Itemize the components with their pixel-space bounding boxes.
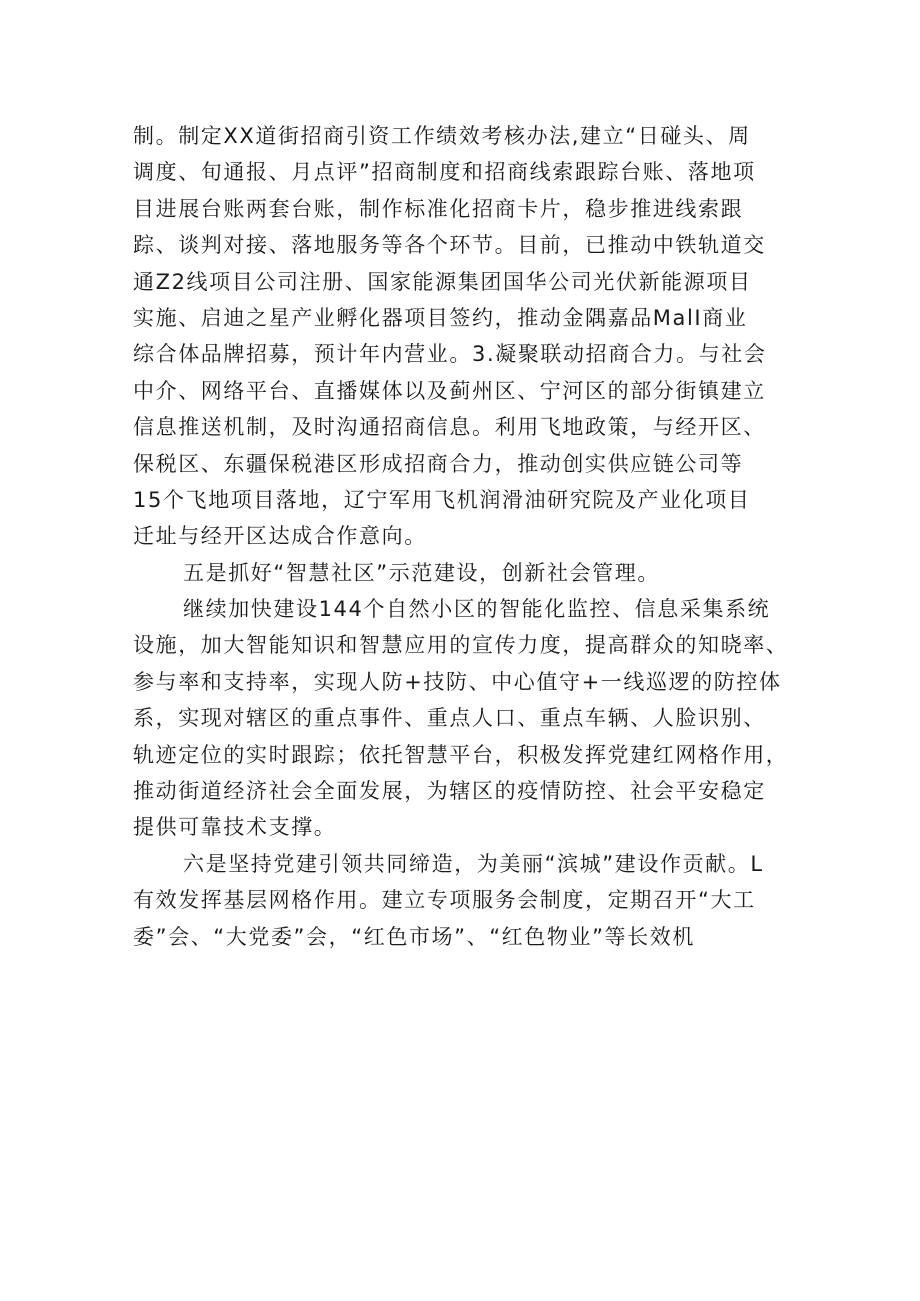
text-line: 推动街道经济社会全面发展，为辖区的疫情防控、社会平安稳定 bbox=[133, 779, 766, 804]
text-line: 实施、启迪之星产业孵化器项目签约，推动金隅嘉品MalI商业 bbox=[133, 305, 748, 330]
text-line: 中介、网络平台、直播媒体以及蓟州区、宁河区的部分街镇建立 bbox=[133, 378, 766, 403]
text-line: 有效发挥基层网格作用。建立专项服务会制度，定期召开“大工 bbox=[133, 888, 756, 913]
text-line: 继续加快建设144个自然小区的智能化监控、信息采集系统 bbox=[183, 597, 771, 622]
text-line: 调度、旬通报、月点评”招商制度和招商线索跟踪台账、落地项 bbox=[133, 160, 756, 185]
text-line: 设施，加大智能知识和智慧应用的宣传力度，提高群众的知晓率、 bbox=[133, 633, 789, 658]
body-text bbox=[133, 118, 813, 955]
text-line: 委”会、“大党委”会，“红色市场”、“红色物业”等长效机 bbox=[133, 924, 695, 949]
text-line: 五是抓好“智慧社区”示范建设，创新社会管理。 bbox=[183, 560, 660, 585]
text-line: 综合体品牌招募，预计年内营业。3.凝聚联动招商合力。与社会 bbox=[133, 342, 767, 367]
text-line: 轨迹定位的实时跟踪；依托智慧平台，积极发挥党建红网格作用， bbox=[133, 742, 789, 767]
text-line: 提供可靠技术支撑。 bbox=[133, 815, 337, 840]
text-line: 制。制定XX道街招商引资工作绩效考核办法,建立“日碰头、周 bbox=[133, 124, 751, 148]
text-line: 通Z2线项目公司注册、国家能源集团国华公司光伏新能源项目 bbox=[133, 269, 752, 294]
text-line: 参与率和支持率，实现人防+技防、中心值守+一线巡逻的防控体 bbox=[133, 669, 782, 694]
text-line: 保税区、东疆保税港区形成招商合力，推动创实供应链公司等 bbox=[133, 451, 744, 476]
text-line: 踪、谈判对接、落地服务等各个环节。目前，已推动中铁轨道交 bbox=[133, 233, 766, 258]
text-line: 信息推送机制，及时沟通招商信息。利用飞地政策，与经开区、 bbox=[133, 415, 766, 440]
text-line: 目进展台账两套台账，制作标准化招商卡片，稳步推进线索跟 bbox=[133, 196, 744, 221]
text-line: 迁址与经开区达成合作意向。 bbox=[133, 524, 427, 549]
text-line: 系，实现对辖区的重点事件、重点人口、重点车辆、人脸识别、 bbox=[133, 706, 766, 731]
text-line: 六是坚持党建引领共同缔造，为美丽“滨城”建设作贡献。L bbox=[183, 851, 764, 876]
text-line: 15个飞地项目落地，辽宁军用飞机润滑油研究院及产业化项目 bbox=[133, 487, 751, 512]
